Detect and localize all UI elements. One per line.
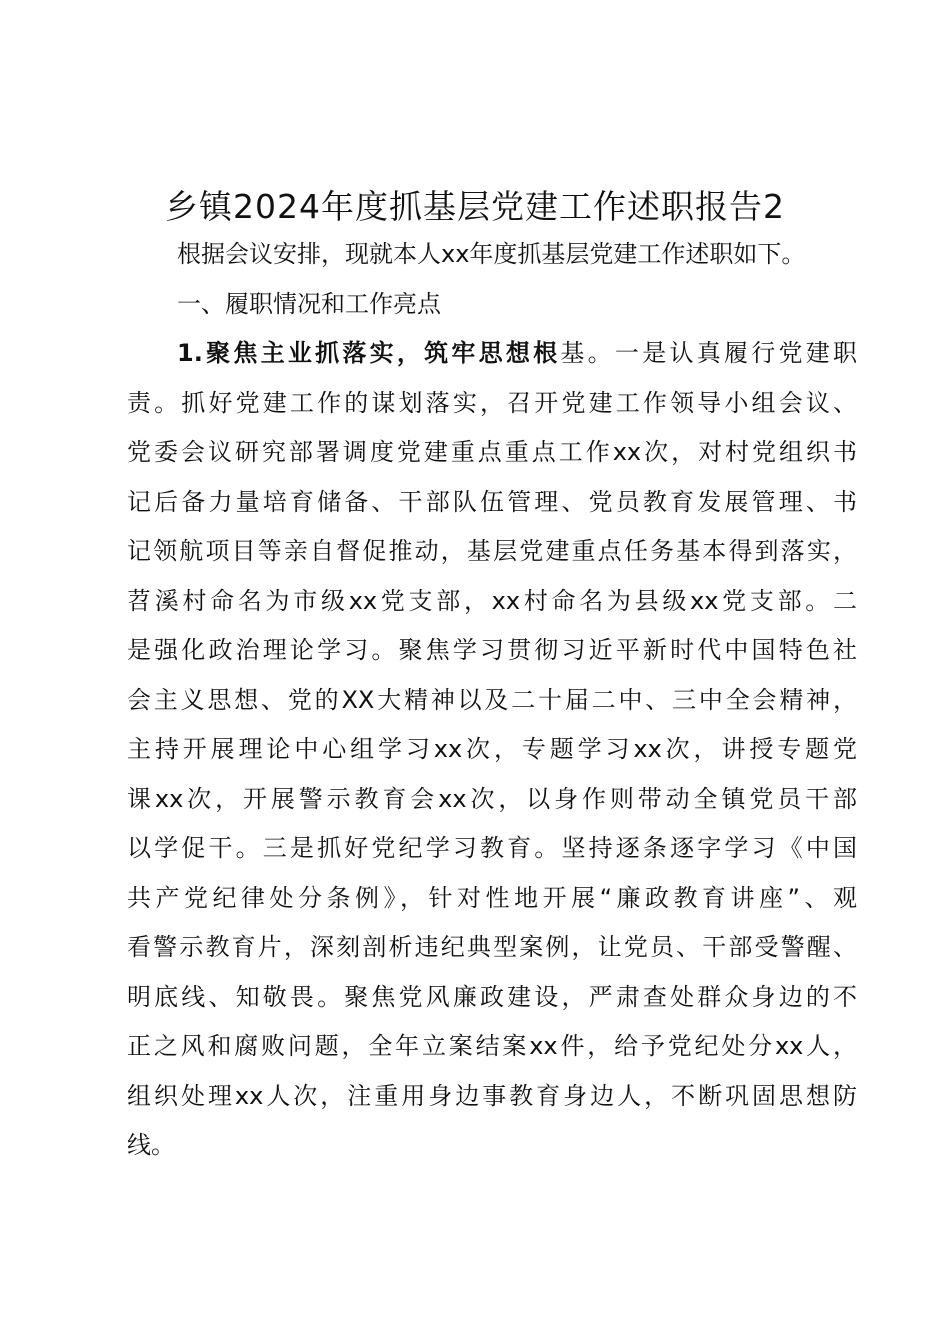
- paragraph-line: 苕溪村命名为市级xx党支部，xx村命名为县级xx党支部。二: [127, 586, 857, 615]
- paragraph-line: [127, 329, 857, 379]
- section-heading: 一、履职情况和工作亮点: [177, 289, 441, 318]
- paragraph-line: 正之风和腐败问题，全年立案结案xx件，给予党纪处分xx人，: [127, 1032, 857, 1060]
- paragraph-bold-lead: 1.聚焦主业抓落实，筑牢思想根: [177, 339, 561, 367]
- paragraph-line: 主持开展理论中心组学习xx次，专题学习xx次，讲授专题党: [127, 735, 857, 763]
- paragraph-line-text: 基。一是认真履行党建职: [560, 339, 857, 367]
- document-title: 乡镇2024年度抓基层党建工作述职报告2: [165, 187, 785, 226]
- paragraph-line: 责。抓好党建工作的谋划落实，召开党建工作领导小组会议、: [127, 388, 857, 417]
- paragraph-line: 组织处理xx人次，注重用身边事教育身边人，不断巩固思想防: [127, 1081, 857, 1110]
- document-body: [127, 230, 857, 1171]
- paragraph-line: 是强化政治理论学习。聚焦学习贯彻习近平新时代中国特色社: [127, 636, 857, 664]
- paragraph-line: 明底线、知敬畏。聚焦党风廉政建设，严肃查处群众身边的不: [127, 982, 857, 1011]
- paragraph-line: 线。: [127, 1131, 175, 1159]
- intro-paragraph: 根据会议安排，现就本人xx年度抓基层党建工作述职如下。: [177, 240, 806, 268]
- paragraph-line: 以学促干。三是抓好党纪学习教育。坚持逐条逐字学习《中国: [127, 834, 857, 862]
- paragraph-line: 看警示教育片，深刻剖析违纪典型案例，让党员、干部受警醒、: [127, 933, 857, 961]
- paragraph-line: 党委会议研究部署调度党建重点重点工作xx次，对村党组织书: [127, 438, 857, 466]
- paragraph-line: 会主义思想、党的XX大精神以及二十届二中、三中全会精神，: [127, 685, 857, 714]
- paragraph-line: 记领航项目等亲自督促推动，基层党建重点任务基本得到落实，: [127, 537, 857, 565]
- paragraph-line: 课xx次，开展警示教育会xx次，以身作则带动全镇党员干部: [127, 784, 857, 813]
- paragraph-line: 记后备力量培育储备、干部队伍管理、党员教育发展管理、书: [127, 487, 857, 516]
- paragraph-line: 共产党纪律处分条例》，针对性地开展“廉政教育讲座”、观: [127, 883, 857, 912]
